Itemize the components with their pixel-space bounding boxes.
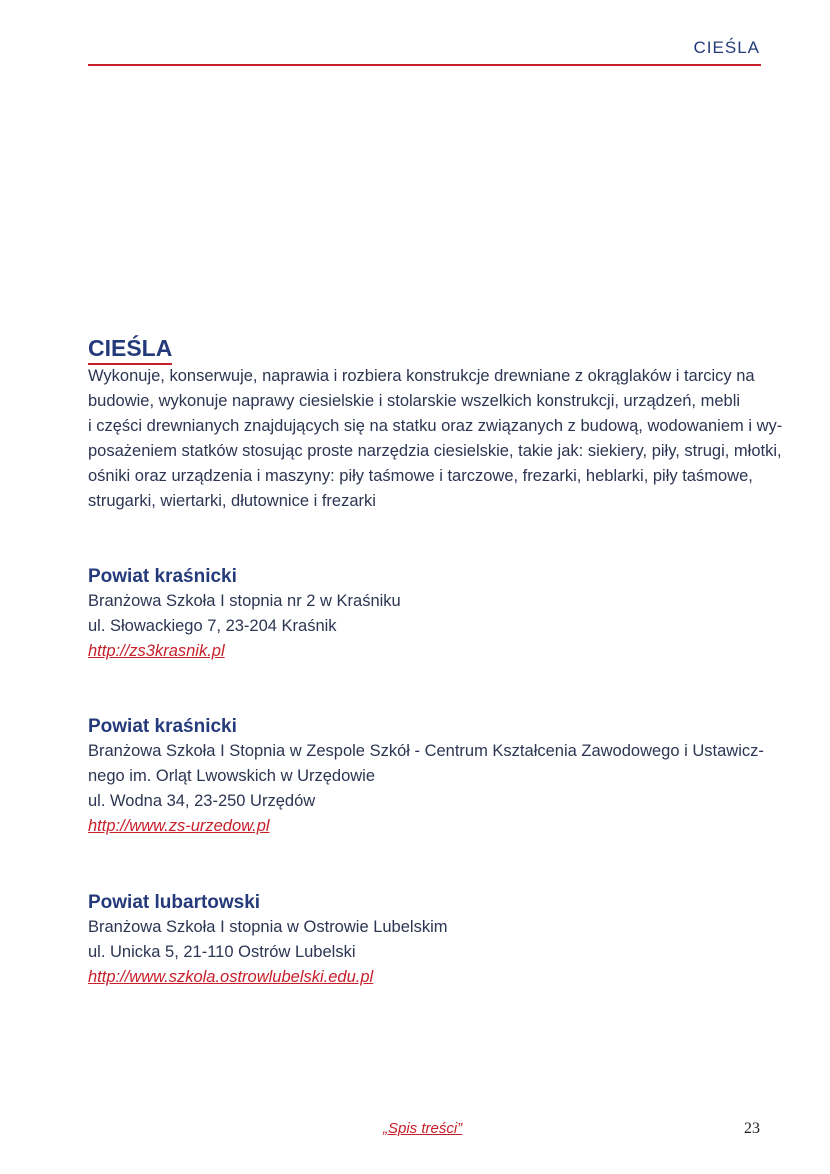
school-line: ul. Słowackiego 7, 23-204 Kraśnik xyxy=(88,617,337,635)
description-line: i części drewnianych znajdujących się na statku oraz związanych z budową, wodowaniem i wy- xyxy=(88,417,783,435)
school-link[interactable]: http://zs3krasnik.pl xyxy=(88,642,225,660)
school-line: ul. Unicka 5, 21-110 Ostrów Lubelski xyxy=(88,943,356,961)
school-link[interactable]: http://www.zs-urzedow.pl xyxy=(88,817,270,835)
county-heading: Powiat kraśnicki xyxy=(88,716,237,737)
school-entry xyxy=(88,714,768,839)
county-heading: Powiat lubartowski xyxy=(88,892,261,913)
header-rule xyxy=(88,64,761,66)
school-line: nego im. Orląt Lwowskich w Urzędowie xyxy=(88,767,376,785)
school-entry xyxy=(88,890,768,990)
description-line: Wykonuje, konserwuje, naprawia i rozbiera konstrukcje drewniane z okrąglaków i tarcicy na xyxy=(88,367,755,385)
school-line: Branżowa Szkoła I Stopnia w Zespole Szkół - Centrum Kształcenia Zawodowego i Ustawicz- xyxy=(88,742,764,760)
description-line: posażeniem statków stosując proste narzędzia ciesielskie, takie jak: siekiery, piły, strugi, młotki, xyxy=(88,442,782,460)
school-line: ul. Wodna 34, 23-250 Urzędów xyxy=(88,792,316,810)
page-number: 23 xyxy=(744,1120,760,1137)
running-header: CIEŚLA xyxy=(693,38,760,57)
description-line: strugarki, wiertarki, dłutownice i frezarki xyxy=(88,492,376,510)
toc-link[interactable]: „Spis treści” xyxy=(383,1120,463,1137)
school-line: Branżowa Szkoła I stopnia nr 2 w Kraśniku xyxy=(88,592,401,610)
description-line: budowie, wykonuje naprawy ciesielskie i stolarskie wszelkich konstrukcji, urządzeń, mebli xyxy=(88,392,741,410)
description-line: ośniki oraz urządzenia i maszyny: piły taśmowe i tarczowe, frezarki, heblarki, piły taśmowe, xyxy=(88,467,753,485)
section-description xyxy=(88,364,783,514)
section-title: CIEŚLA xyxy=(88,334,172,365)
school-entry xyxy=(88,564,768,664)
county-heading: Powiat kraśnicki xyxy=(88,566,237,587)
school-link[interactable]: http://www.szkola.ostrowlubelski.edu.pl xyxy=(88,968,374,986)
school-line: Branżowa Szkoła I stopnia w Ostrowie Lubelskim xyxy=(88,918,448,936)
